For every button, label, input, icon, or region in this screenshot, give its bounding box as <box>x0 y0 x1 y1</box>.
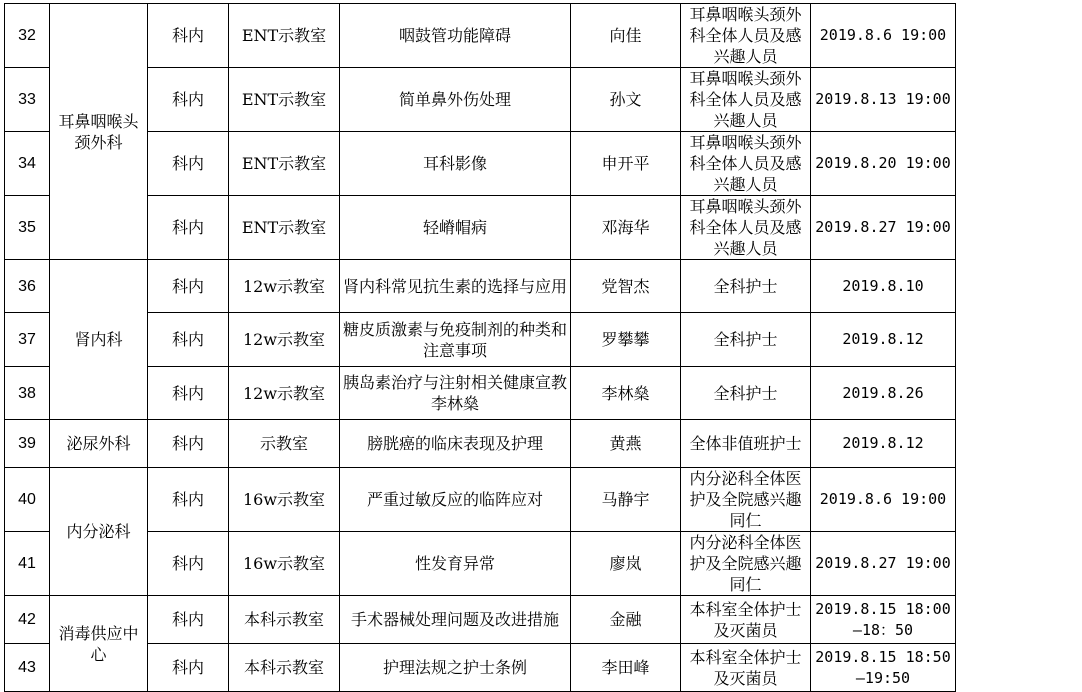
audience: 内分泌科全体医护及全院感兴趣同仁 <box>681 468 811 532</box>
table-row <box>5 132 956 196</box>
department-cell: 内分泌科 <box>50 468 148 596</box>
lecture-type: 科内 <box>148 596 229 644</box>
department-cell: 消毒供应中心 <box>50 596 148 692</box>
lecture-type: 科内 <box>148 68 229 132</box>
lecture-time: 2019.8.20 19:00 <box>811 132 956 196</box>
venue: 12w示教室 <box>229 260 340 313</box>
table-row <box>5 4 956 68</box>
lecture-time: 2019.8.27 19:00 <box>811 532 956 596</box>
lecture-time: 2019.8.27 19:00 <box>811 196 956 260</box>
lecture-time: 2019.8.15 18:50—19:50 <box>811 644 956 692</box>
audience: 本科室全体护士及灭菌员 <box>681 644 811 692</box>
venue: 12w示教室 <box>229 313 340 367</box>
lecture-topic: 护理法规之护士条例 <box>340 644 571 692</box>
speaker: 邓海华 <box>571 196 681 260</box>
lecture-topic: 肾内科常见抗生素的选择与应用 <box>340 260 571 313</box>
table-row <box>5 644 956 692</box>
lecture-time: 2019.8.6 19:00 <box>811 4 956 68</box>
lecture-type: 科内 <box>148 132 229 196</box>
lecture-type: 科内 <box>148 420 229 468</box>
audience: 全体非值班护士 <box>681 420 811 468</box>
lecture-type: 科内 <box>148 260 229 313</box>
speaker: 申开平 <box>571 132 681 196</box>
speaker: 向佳 <box>571 4 681 68</box>
row-number: 35 <box>5 196 50 260</box>
table-row <box>5 367 956 420</box>
speaker: 李林燊 <box>571 367 681 420</box>
table-row <box>5 420 956 468</box>
venue: ENT示教室 <box>229 68 340 132</box>
lecture-type: 科内 <box>148 468 229 532</box>
lecture-topic: 耳科影像 <box>340 132 571 196</box>
table-row <box>5 596 956 644</box>
speaker: 黄燕 <box>571 420 681 468</box>
speaker: 李田峰 <box>571 644 681 692</box>
lecture-type: 科内 <box>148 644 229 692</box>
venue: 16w示教室 <box>229 532 340 596</box>
lecture-topic: 轻嵴帽病 <box>340 196 571 260</box>
venue: ENT示教室 <box>229 196 340 260</box>
venue: 示教室 <box>229 420 340 468</box>
venue: 12w示教室 <box>229 367 340 420</box>
speaker: 廖岚 <box>571 532 681 596</box>
venue: 本科示教室 <box>229 596 340 644</box>
audience: 耳鼻咽喉头颈外科全体人员及感兴趣人员 <box>681 132 811 196</box>
lecture-time: 2019.8.10 <box>811 260 956 313</box>
table-row <box>5 532 956 596</box>
audience: 全科护士 <box>681 313 811 367</box>
lecture-topic: 性发育异常 <box>340 532 571 596</box>
department-cell: 泌尿外科 <box>50 420 148 468</box>
lecture-type: 科内 <box>148 313 229 367</box>
row-number: 41 <box>5 532 50 596</box>
audience: 内分泌科全体医护及全院感兴趣同仁 <box>681 532 811 596</box>
lecture-schedule-table <box>4 3 956 692</box>
lecture-time: 2019.8.26 <box>811 367 956 420</box>
venue: 本科示教室 <box>229 644 340 692</box>
venue: 16w示教室 <box>229 468 340 532</box>
lecture-topic: 简单鼻外伤处理 <box>340 68 571 132</box>
audience: 本科室全体护士及灭菌员 <box>681 596 811 644</box>
speaker: 马静宇 <box>571 468 681 532</box>
lecture-topic: 糖皮质激素与免疫制剂的种类和注意事项 <box>340 313 571 367</box>
lecture-type: 科内 <box>148 367 229 420</box>
lecture-time: 2019.8.12 <box>811 420 956 468</box>
row-number: 37 <box>5 313 50 367</box>
speaker: 金融 <box>571 596 681 644</box>
table-row <box>5 313 956 367</box>
table-row <box>5 68 956 132</box>
lecture-topic: 手术器械处理问题及改进措施 <box>340 596 571 644</box>
row-number: 40 <box>5 468 50 532</box>
row-number: 32 <box>5 4 50 68</box>
row-number: 43 <box>5 644 50 692</box>
lecture-type: 科内 <box>148 4 229 68</box>
lecture-topic: 严重过敏反应的临阵应对 <box>340 468 571 532</box>
department-cell: 肾内科 <box>50 260 148 420</box>
venue: ENT示教室 <box>229 4 340 68</box>
row-number: 34 <box>5 132 50 196</box>
lecture-type: 科内 <box>148 532 229 596</box>
venue: ENT示教室 <box>229 132 340 196</box>
row-number: 36 <box>5 260 50 313</box>
audience: 全科护士 <box>681 260 811 313</box>
audience: 全科护士 <box>681 367 811 420</box>
lecture-time: 2019.8.15 18:00—18：50 <box>811 596 956 644</box>
row-number: 38 <box>5 367 50 420</box>
lecture-time: 2019.8.13 19:00 <box>811 68 956 132</box>
department-cell: 耳鼻咽喉头颈外科 <box>50 4 148 260</box>
speaker: 孙文 <box>571 68 681 132</box>
audience: 耳鼻咽喉头颈外科全体人员及感兴趣人员 <box>681 68 811 132</box>
lecture-type: 科内 <box>148 196 229 260</box>
lecture-time: 2019.8.6 19:00 <box>811 468 956 532</box>
speaker: 党智杰 <box>571 260 681 313</box>
table-row <box>5 196 956 260</box>
row-number: 33 <box>5 68 50 132</box>
audience: 耳鼻咽喉头颈外科全体人员及感兴趣人员 <box>681 196 811 260</box>
table-row <box>5 468 956 532</box>
audience: 耳鼻咽喉头颈外科全体人员及感兴趣人员 <box>681 4 811 68</box>
lecture-topic: 咽鼓管功能障碍 <box>340 4 571 68</box>
row-number: 39 <box>5 420 50 468</box>
lecture-time: 2019.8.12 <box>811 313 956 367</box>
lecture-topic: 膀胱癌的临床表现及护理 <box>340 420 571 468</box>
row-number: 42 <box>5 596 50 644</box>
speaker: 罗攀攀 <box>571 313 681 367</box>
lecture-topic: 胰岛素治疗与注射相关健康宣教李林燊 <box>340 367 571 420</box>
table-row <box>5 260 956 313</box>
